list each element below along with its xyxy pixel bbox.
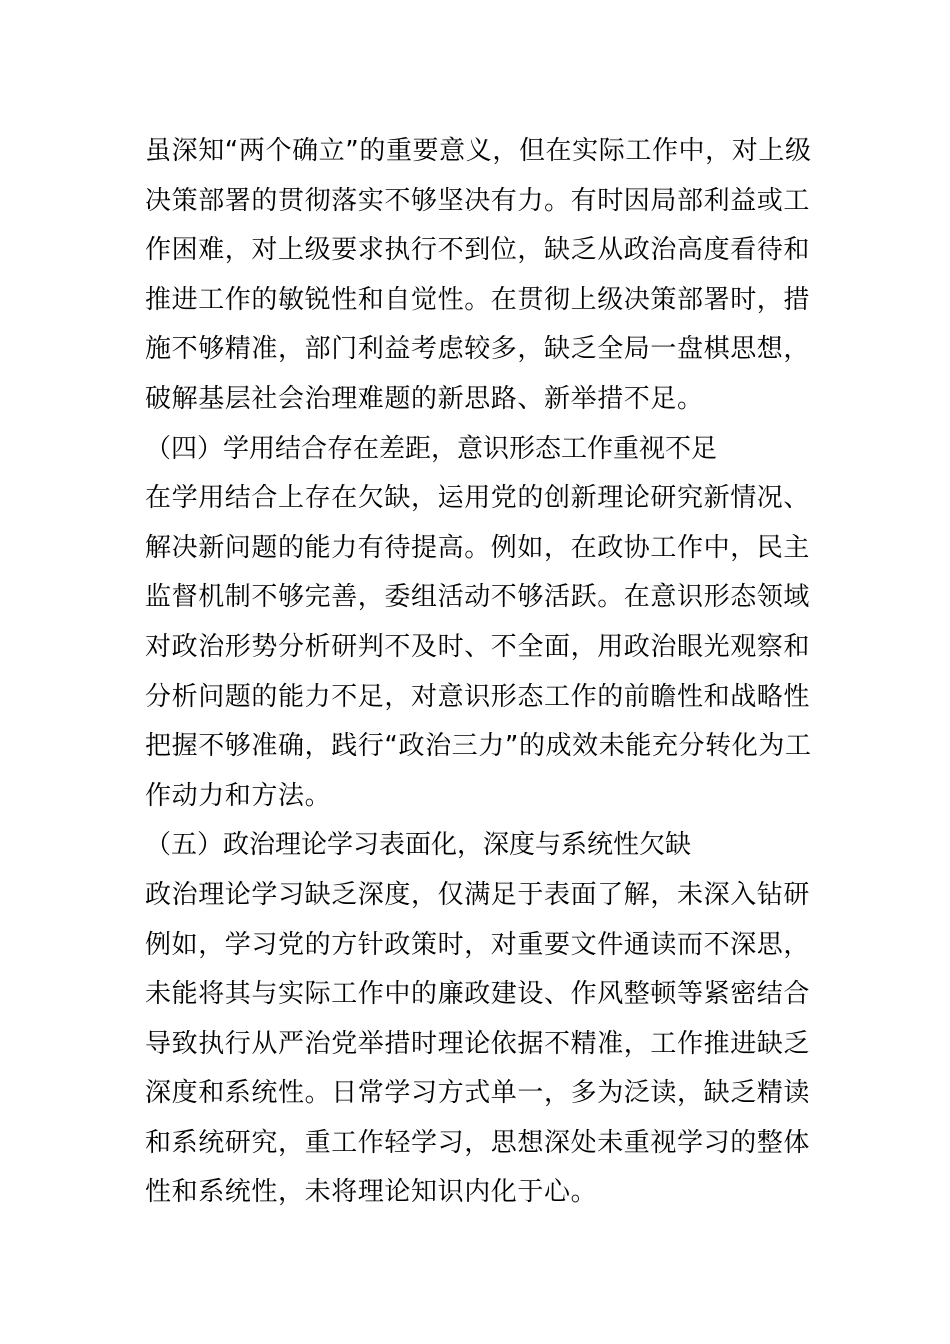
- paragraph-line: 推进工作的敏锐性和自觉性。在贯彻上级决策部署时，措: [145, 284, 811, 315]
- paragraph-line: 决策部署的贯彻落实不够坚决有力。有时因局部利益或工: [145, 185, 811, 216]
- paragraph-line: 导致执行从严治党举措时理论依据不精准，工作推进缺乏: [145, 1028, 811, 1059]
- paragraph-line: 虽深知“两个确立”的重要意义，但在实际工作中，对上级: [145, 136, 812, 166]
- paragraph-line: 政治理论学习缺乏深度，仅满足于表面了解，未深入钻研: [145, 879, 811, 910]
- section-heading-4: （四）学用结合存在差距，意识形态工作重视不足: [145, 433, 718, 464]
- document-body: [145, 127, 815, 1218]
- paragraph-line: 施不够精准，部门利益考虑较多，缺乏全局一盘棋思想，: [145, 334, 811, 365]
- paragraph-line: 例如，学习党的方针政策时，对重要文件通读而不深思，: [145, 929, 811, 960]
- paragraph-line: 作动力和方法。: [145, 780, 332, 811]
- paragraph-line: 把握不够准确，践行“政治三力”的成效未能充分转化为工: [145, 731, 812, 762]
- paragraph-line: 性和系统性，未将理论知识内化于心。: [145, 1177, 598, 1208]
- paragraph-line: 未能将其与实际工作中的廉政建设、作风整顿等紧密结合: [145, 979, 811, 1010]
- paragraph-line: 破解基层社会治理难题的新思路、新举措不足。: [145, 383, 704, 414]
- paragraph-line: 深度和系统性。日常学习方式单一，多为泛读，缺乏精读: [145, 1078, 811, 1109]
- paragraph-line: 监督机制不够完善，委组活动不够活跃。在意识形态领域: [145, 582, 811, 613]
- paragraph-line: 对政治形势分析研判不及时、不全面，用政治眼光观察和: [145, 631, 811, 662]
- paragraph-line: 作困难，对上级要求执行不到位，缺乏从政治高度看待和: [145, 235, 811, 266]
- paragraph-line: 和系统研究，重工作轻学习，思想深处未重视学习的整体: [145, 1127, 811, 1158]
- paragraph-line: 分析问题的能力不足，对意识形态工作的前瞻性和战略性: [145, 681, 811, 712]
- paragraph-line: 在学用结合上存在欠缺，运用党的创新理论研究新情况、: [145, 483, 811, 514]
- paragraph-line: 解决新问题的能力有待提高。例如，在政协工作中，民主: [145, 532, 811, 563]
- section-heading-5: （五）政治理论学习表面化，深度与系统性欠缺: [145, 830, 692, 861]
